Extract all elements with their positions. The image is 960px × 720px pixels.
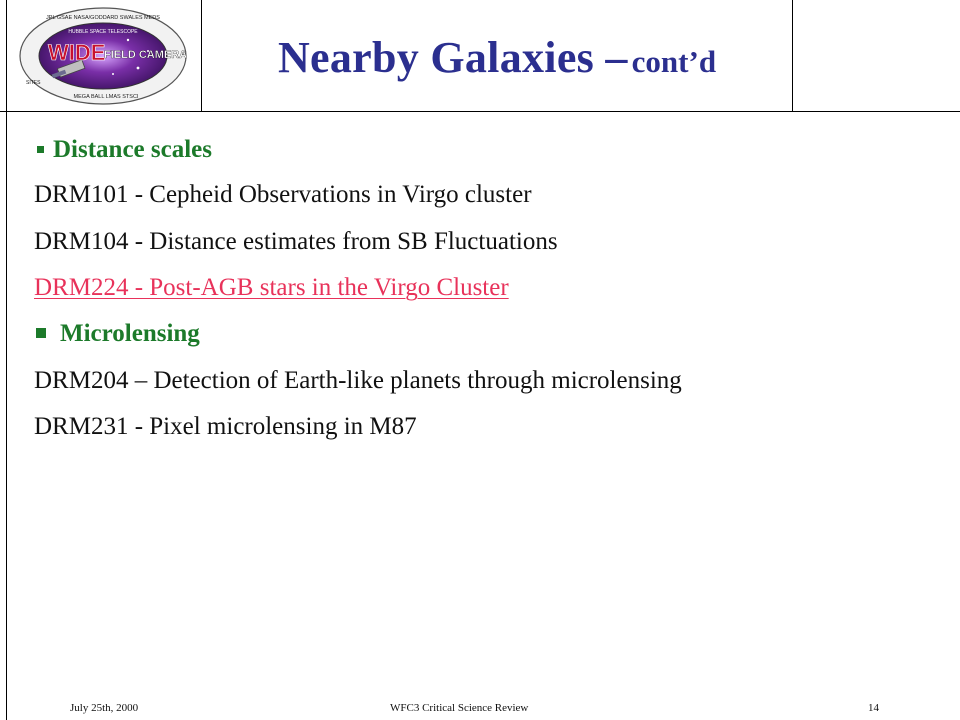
wfc3-logo-graphic <box>18 6 188 106</box>
slide-title-suffix: cont’d <box>631 44 717 79</box>
logo-ring-top-text: JPL GSAE NASA/GODDARD SWALES MEDS <box>46 15 160 21</box>
wfc3-logo <box>18 6 188 106</box>
slide-title <box>202 32 792 83</box>
logo-ring-mid-text: HUBBLE SPACE TELESCOPE <box>68 29 138 35</box>
line-drm104: DRM104 - Distance estimates from SB Fluctuations <box>34 228 558 255</box>
square-bullet-icon <box>36 328 46 338</box>
line-drm101: DRM101 - Cepheid Observations in Virgo cluster <box>34 181 532 208</box>
header-bottom-line <box>0 111 960 112</box>
logo-wordmark-right: FIELD CAMERA 3 <box>104 49 188 61</box>
bullet-distance-scales-text: Distance scales <box>53 136 212 163</box>
logo-ring-bottom-text: MEGA BALL LMAS STSCI <box>73 94 139 100</box>
logo-wordmark-left: WIDE <box>48 40 106 65</box>
footer-date: July 25th, 2000 <box>70 702 139 714</box>
header-right-divider-line <box>792 0 793 112</box>
logo-ring-left-text: SITES <box>26 80 41 86</box>
footer-page-number: 14 <box>868 702 879 714</box>
line-drm231: DRM231 - Pixel microlensing in M87 <box>34 413 417 440</box>
bullet-distance-scales <box>34 136 212 164</box>
square-bullet-icon <box>37 146 44 153</box>
left-border-line <box>6 0 7 720</box>
bullet-microlensing <box>34 320 200 348</box>
slide-title-main: Nearby Galaxies – <box>277 33 628 82</box>
line-drm204: DRM204 – Detection of Earth-like planets through microlensing <box>34 367 682 394</box>
footer-title: WFC3 Critical Science Review <box>390 702 529 714</box>
bullet-microlensing-text: Microlensing <box>60 320 200 347</box>
link-drm224[interactable]: DRM224 - Post-AGB stars in the Virgo Cluster <box>34 274 509 301</box>
